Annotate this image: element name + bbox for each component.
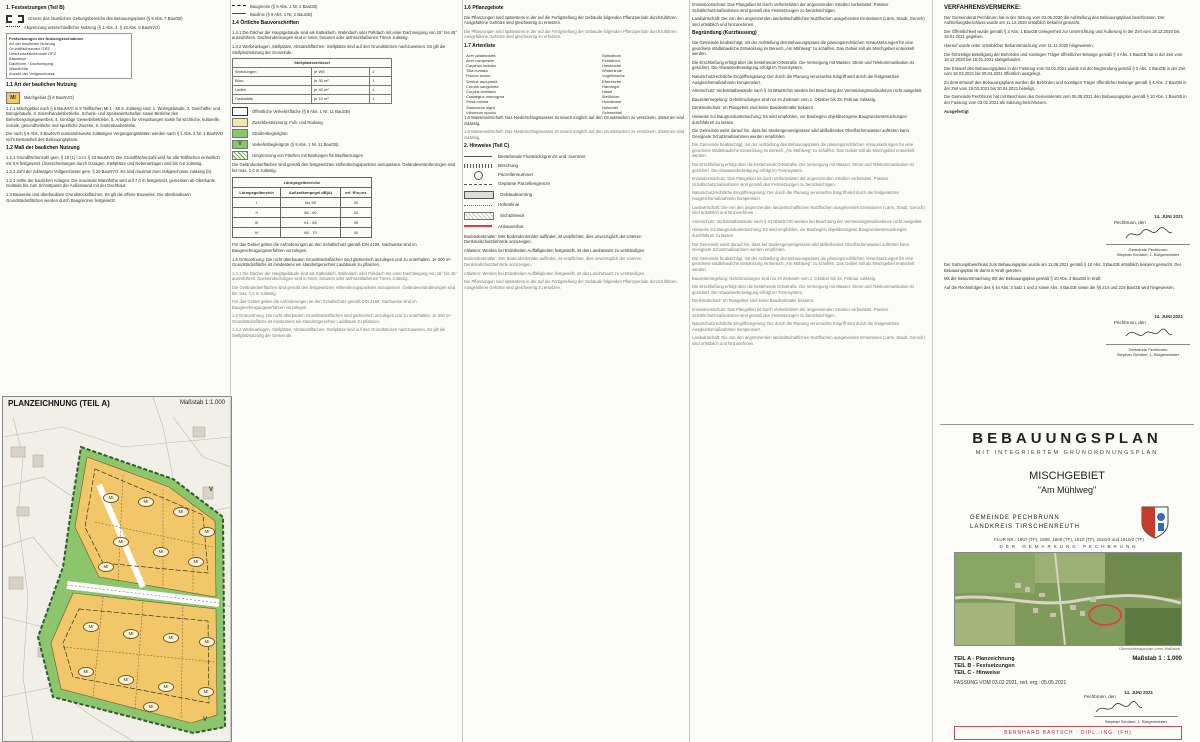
paragraph: Die Gemeinde beabsichtigt, mit der Aufstellung des Bebauungsplans die planungsrechtlichen Voraussetzungen für eine geordnete städtebauliche Entwicklung im Bereich „Am Mühlweg“ zu schaffen. Das Gebiet soll als Mischgebiet entwickelt werden. (692, 39, 915, 57)
paragraph: Bauzeitenregelung: Gehölzrodungen sind nur im Zeitraum vom 1. Oktober bis 28. Februar zulässig. (692, 275, 877, 281)
paragraph: 1.1.1 Mischgebiet nach § 6 BauNVO in 8 Teilflächen MI 1 - MI 8. Zulässig sind: 1. Wohngebäude, 2. Geschäfts- und Bürogebäude, 3. Einzelhandelsbetriebe, Schank- und Speisewirtschaften sowie Betriebe des Beherbergungsgewerbes, 4. sonstige Gewerbebetriebe, 5. Anlagen für Verwaltungen sowie für kirchliche, kulturelle, soziale, gesundheitliche und sportliche Zwecke, 6. Gartenbaubetriebe. (6, 105, 221, 128)
aerial-caption: Übersichtslageplan ohne Maßstab (1119, 646, 1180, 651)
aerial-overview-map (954, 552, 1182, 646)
baulinie-symbol (232, 13, 246, 16)
legend-label: Zweckbestimmung: Fuß- und Radweg (252, 119, 323, 125)
legend-pflanzbindung (232, 151, 460, 160)
scale-label: Maßstab 1 : 1.000 (1132, 656, 1182, 662)
v-symbol: V (232, 140, 248, 149)
verfahrensvermerke-2 (944, 262, 1192, 293)
aerial-image (955, 553, 1181, 645)
festsetzungen-column-3 (464, 2, 686, 740)
baugrenze-symbol (232, 5, 246, 8)
paragraph: Denkmalschutz: Im Plangebiet sind keine Baudenkmäler bekannt. (692, 298, 814, 304)
ort-datum: Pechbrunn, den (1084, 694, 1116, 699)
plant-latin-name: Prunus avium (466, 73, 491, 79)
legend-baugrenze-label: Baugrenze (§ 9 Abs. 1 Nr. 2 BauGB) (250, 4, 318, 9)
plant-latin-name: Sambucus nigra (466, 104, 495, 110)
hinweis-label: Böschung (498, 162, 519, 168)
gemeinde-label: Gemeinde Pechbrunn (1128, 347, 1168, 352)
paragraph: Immissionsschutz: Das Plangebiet ist durch Verkehrslärm der angrenzenden Straßen vorbelastet. Passive Schallschutzmaßnahmen sind gemäß den Festsetzungen zu berücksichtigen. (692, 176, 889, 187)
legend-label: Verkehrsbegleitgrün (§ 9 Abs. 1 Nr. 11 BauGB) (252, 141, 339, 147)
lot-label: MI (188, 557, 204, 567)
lot-label: MI (78, 667, 94, 677)
table-title: Stellplatzschlüssel (233, 59, 392, 68)
paragraph: Die Erschließung erfolgt über die bestehende Ortsstraße. Die Versorgung mit Wasser, Strom und Telekommunikation ist gesichert. Die Abwasserbeseitigung erfolgt im Trennsystem. (692, 59, 914, 71)
signature-scribble (1124, 226, 1174, 242)
legend-mi (6, 92, 224, 104)
legend-baulinie-label: Baulinie (§ 9 Abs. 1 Nr. 2 BauGB) (250, 11, 313, 17)
paragraph: Die Gemeinde beabsichtigt, mit der Aufstellung des Bebauungsplans die planungsrechtlichen Voraussetzungen für eine geordnete städtebauliche Entwicklung im Bereich „Am Mühlweg“ zu schaffen. Das Gebiet soll als Mischgebiet entwickelt werden. (692, 142, 915, 159)
schablone-row: Grundflächenzahl GRZ (9, 46, 50, 52)
column-divider (932, 0, 933, 742)
legend-baugrenze (232, 4, 460, 10)
document-title: BEBAUUNGSPLAN (972, 430, 1162, 447)
heading-festsetzungen: 1. Festsetzungen (Teil B) (6, 5, 65, 11)
road-label: V (203, 717, 208, 723)
table-cell: 30 (340, 208, 371, 218)
paragraph: Die Pflanzungen sind spätestens in der auf die Fertigstellung der Gebäude folgenden Pflanzperiode durchzuführen. Ausgefallene Gehölze sind gleichwertig zu ersetzen. (464, 14, 678, 26)
paragraph: Der Entwurf des Bebauungsplans in der Fassung vom 03.02.2021 wurde mit der Begründung gemäß § 3 Abs. 2 BauGB in der Zeit vom 18.03.2021 bis 20.04.2021 öffentlich ausgelegt. (944, 65, 1186, 77)
planning-office-logo: BERNHARD BARTSCH · DIPL.-ING. (FH) (954, 726, 1182, 740)
hinweis-row (464, 163, 686, 169)
paragraph: Die Gemeinde weist darauf hin, dass bei Starkregenereignissen wild abfließendes Oberflächenwasser auftreten kann. Geeignete Schutzmaßnahmen werden empfohlen. (692, 128, 911, 139)
paragraph: Naturschutzrechtliche Eingriffsregelung: Der durch die Planung verursachte Eingriff wird durch die festgesetzten Ausgleichsmaßnahmen kompensiert. (692, 73, 900, 85)
gemeinde-name: GEMEINDE PECHBRUNN (970, 515, 1060, 521)
table-row (233, 68, 392, 77)
legend-grenze-label: Grenze des räumlichen Geltungsbereichs des Bebauungsplans (§ 9 Abs. 7 BauGB) (28, 15, 183, 21)
plant-latin-name: Tilia cordata (466, 68, 488, 74)
legend-mi-label: Mischgebiet (§ 6 BauNVO) (24, 94, 74, 100)
plant-latin-name: Crataegus monogyna (466, 94, 505, 100)
table-cell: 1 (370, 77, 392, 86)
plant-latin-name: Carpinus betulus (466, 62, 497, 68)
table-row (233, 86, 392, 95)
laermpegel-table (232, 177, 372, 238)
abgrenzung-symbol (6, 26, 20, 29)
paragraph: Bauzeitenregelung: Gehölzrodungen sind nur im Zeitraum vom 1. Oktober bis 28. Februar zulässig. (692, 96, 877, 102)
hinweis-row (464, 181, 686, 188)
separator (940, 424, 1194, 425)
paragraph: Die frühzeitige Beteiligung der Behörden und sonstigen Träger öffentlicher Belange gemäß § 4 Abs. 1 BauGB hat in der Zeit vom 18.12.2020 bis 18.01.2021 stattgefunden. (944, 51, 1183, 63)
paragraph: 1.4.2 Werbeanlagen, Stellplätze, Abstandsflächen: Stellplätze sind auf den Grundstücken nachzuweisen. Es gilt die Stellplatzsatzung der Gemeinde. (232, 43, 446, 55)
table-cell: III (233, 218, 281, 228)
paragraph: Die Geländeoberflächen sind gemäß den festgesetzten Höhenbezugspunkten anzupassen. Geländeveränderungen sind bis max. 1,0 m zulässig. (232, 284, 456, 296)
legend-oeffentliche-verkehrsflaeche (232, 107, 460, 116)
area-type: MISCHGEBIET (1029, 470, 1105, 482)
paragraph: Immissionsschutz: Das Plangebiet ist durch Verkehrslärm der angrenzenden Straßen vorbelastet. Passive Schallschutzmaßnahmen sind gemäß den Festsetzungen zu berücksichtigen. (692, 306, 889, 318)
plant-common-name: Hasel (602, 88, 613, 94)
hinweis-label: Parzellennummer (498, 171, 534, 177)
paragraph: Naturschutzrechtliche Eingriffsregelung: Der durch die Planung verursachte Eingriff wird durch die festgesetzten Ausgleichsmaßnahmen kompensiert. (692, 321, 900, 332)
table-header: Außenlärmpegel dB(A) (281, 188, 341, 198)
table-cell: 61 - 65 (281, 218, 341, 228)
table-cell: 35 (340, 218, 371, 228)
table-cell: Gaststätte (233, 95, 312, 104)
schablone-row: Dachform / Dachneigung (9, 61, 54, 67)
plant-common-name: Hundsrose (602, 99, 622, 105)
plant-common-name: Winterlinde (602, 68, 623, 74)
paragraph: Landwirtschaft: Die von den angrenzenden landwirtschaftlichen Nutzflächen ausgehenden Emissionen (Lärm, Staub, Geruch) sind ortsüblich und hinzunehmen. (692, 204, 925, 216)
lot-label: MI (118, 675, 134, 685)
paragraph: Altlasten: Werden bei Erdarbeiten Auffälligkeiten festgestellt, ist das Landratsamt zu verständigen. (464, 247, 646, 253)
hinweis-label: Anbauverbot (498, 223, 524, 229)
table-cell: 1 (370, 86, 392, 95)
plan-part: TEIL B - Festsetzungen (954, 663, 1015, 669)
table-row (233, 198, 372, 208)
table-cell: IV (233, 228, 281, 238)
table-row (233, 218, 372, 228)
hinweis-label: Höhenlinie (498, 202, 520, 208)
lot-label: MI (138, 497, 154, 507)
paragraph: Immissionsschutz: Das Plangebiet ist durch Verkehrslärm der angrenzenden Straßen vorbelastet. Passive Schallschutzmaßnahmen sind gemäß den Festsetzungen zu berücksichtigen. (692, 2, 889, 13)
schablone-row: Wandhöhe (9, 66, 29, 72)
mi-symbol: MI (6, 92, 20, 104)
paragraph: Hinweise zur Baugrunduntersuchung: Es wird empfohlen, vor Baubeginn objektbezogene Baugrunduntersuchungen durchführen zu lassen. (692, 227, 907, 238)
plant-latin-name: Rosa canina (466, 99, 489, 105)
paragraph: Die Erschließung erfolgt über die bestehende Ortsstraße. Die Versorgung mit Wasser, Strom und Telekommunikation ist gesichert. Die Abwasserbeseitigung erfolgt im Trennsystem. (692, 162, 914, 173)
table-cell: Laden (233, 86, 312, 95)
signature-scribble (1094, 700, 1144, 716)
lot-label: MI (158, 682, 174, 692)
plant-list-table (464, 53, 686, 115)
landkreis-name: LANDKREIS TIRSCHENREUTH (970, 524, 1080, 530)
paragraph: 1.2.1 Grundflächenzahl gem. § 19 (1) i.V.m. § 23 BauNVO: Die Grundflächenzahl wird für alle Teilflächen einheitlich mit 0,6 festgesetzt. Überschreitungen durch Garagen, Stellplätze und Nebenanlagen sind bis 0,8 zulässig. (6, 154, 220, 166)
table-header: Lärmpegelbereich (233, 188, 281, 198)
hinweis-row (464, 202, 686, 209)
plant-common-name: Spitzahorn (602, 52, 622, 58)
sichtdreieck-symbol (464, 212, 494, 220)
ort-datum: Pechbrunn, den (1114, 320, 1146, 325)
paragraph: 1.4.2 Werbeanlagen, Stellplätze, Abstandsflächen: Stellplätze sind auf den Grundstücken nachzuweisen. Es gilt die Stellplatzsatzung der Gemeinde. (232, 327, 446, 339)
document-subtitle: MIT INTEGRIERTEM GRÜNORDNUNGSPLAN (975, 450, 1159, 456)
table-cell: Büro (233, 77, 312, 86)
signer-label: Stephan Schübel, 1. Bürgermeister (1104, 719, 1168, 724)
signature-line (1106, 244, 1190, 257)
paragraph: Mit der Bekanntmachung tritt der Bebauungsplan gemäß § 10 Abs. 3 BauGB in Kraft. (944, 276, 1102, 282)
pflanzbindung-symbol (232, 151, 248, 160)
lot-label: MI (143, 702, 159, 712)
gemarkung: DER GEMARKUNG PECHBRUNN (999, 544, 1139, 549)
lot-label: MI (199, 527, 215, 537)
table-cell: je 30 m² (312, 77, 370, 86)
paragraph: 1.8 Wasserwirtschaft: Das Niederschlagswasser ist soweit möglich auf den Grundstücken zu versickern. Zisternen sind zulässig. (464, 115, 685, 126)
hinweis-row (464, 153, 686, 160)
lot-label: MI (103, 493, 119, 503)
lot-label: MI (153, 547, 169, 557)
table-cell: 40 (340, 228, 371, 238)
paragraph: Artenschutz: Verbotstatbestände nach § 44 BNatSchG werden bei Beachtung der Vermeidungsmaßnahmen nicht ausgelöst. (692, 88, 923, 94)
table-row (233, 77, 392, 86)
plant-latin-name: Corylus avellana (466, 88, 496, 94)
coat-of-arms-icon (1140, 505, 1170, 539)
fussweg-symbol (232, 118, 248, 127)
paragraph: 1.8 Wasserwirtschaft: Das Niederschlagswasser ist soweit möglich auf den Grundstücken zu versickern. Zisternen sind zulässig. (464, 129, 685, 140)
schablone-row: Bauweise (9, 56, 27, 62)
verfahrensvermerke (944, 6, 1192, 118)
paragraph: Zu dem Entwurf des Bebauungsplans wurden die Behörden und sonstigen Träger öffentlicher Belange gemäß § 4 Abs. 2 BauGB in der Zeit vom 18.03.2021 bis 20.04.2021 beteiligt. (944, 79, 1187, 91)
heading-begruendung: Begründung (Kurzfassung) (692, 30, 757, 37)
plant-latin-name: Sorbus aucuparia (466, 78, 498, 84)
area-name: "Am Mühlweg" (1037, 485, 1097, 495)
date-stamp: 14. JUNI 2021 (1124, 690, 1154, 695)
lot-label: MI (198, 687, 214, 697)
plant-latin-name: Acer platanoides (466, 52, 496, 58)
festsetzungen-column (6, 2, 224, 396)
table-header: erf. R'w,res (340, 188, 371, 198)
table-cell: 2 (370, 68, 392, 77)
paragraph: 1.5 Grünordnung: Die nicht überbauten Grundstücksflächen sind gärtnerisch anzulegen und zu unterhalten. Je 300 m² Grundstücksfläche ist mindestens ein standortgerechter Laubbaum zu pflanzen. (232, 256, 451, 268)
table-cell: Wohnungen (233, 68, 312, 77)
hinweis-label: Geplante Parzellengrenze (498, 181, 551, 187)
signer-label: Stephan Schübel, 1. Bürgermeister (1116, 352, 1180, 357)
lot-label: MI (83, 622, 99, 632)
legend-baulinie (232, 12, 460, 18)
hinweis-row (464, 212, 686, 220)
table-cell: je WE (312, 68, 370, 77)
plant-latin-name: Acer campestre (466, 57, 495, 63)
heading-mass: 1.2 Maß der baulichen Nutzung (6, 145, 80, 152)
paragraph: Die nach § 6 Abs. 3 BauNVO ausnahmsweise zulässigen Vergnügungsstätten werden nach § 1 Abs. 6 Nr. 1 BauNVO nicht Bestandteil des Bebauungsplans. (6, 131, 224, 142)
paragraph: 1.4.1 Die Dächer der Hauptgebäude sind als Satteldach, Walmdach oder Pultdach mit einer Dachneigung von 15° bis 45° auszuführen. Dacheindeckungen sind in roten, braunen oder anthrazitfarbenen Tönen zulässig. (232, 29, 458, 41)
road-symbol (232, 107, 248, 116)
column-divider (230, 0, 231, 742)
plan-scale: Maßstab 1:1.000 (179, 400, 225, 406)
hinweis-row (464, 191, 686, 199)
hoehenlinie-symbol (464, 205, 492, 212)
legend-strassenbegleitgruen (232, 129, 460, 138)
schablone-row: Anzahl der Vollgeschosse (9, 71, 55, 77)
paragraph: Die Geländeoberflächen sind gemäß den festgesetzten Höhenbezugspunkten anzupassen. Geländeveränderungen sind bis max. 1,0 m zulässig. (232, 162, 456, 173)
plan-drawing (3, 397, 231, 741)
parzellengrenze-symbol (464, 184, 492, 191)
lot-label: MI (98, 562, 114, 572)
legend-label: Öffentliche Verkehrsfläche (§ 9 Abs. 1 Nr. 11 BauGB) (252, 108, 351, 114)
lot-label: MI (173, 507, 189, 517)
hinweise-legend (464, 153, 686, 231)
lot-label: MI (163, 633, 179, 643)
ausgefertigt-label: Ausgefertigt (944, 109, 969, 115)
legend-abgrenzung (6, 25, 224, 31)
signature-scribble (1124, 326, 1174, 342)
ort-datum: Pechbrunn, den (1114, 220, 1146, 225)
table-row (233, 95, 392, 104)
paragraph: Die Pflanzungen sind spätestens in der auf die Fertigstellung der Gebäude folgenden Pflanzperiode durchzuführen. Ausgefallene Gehölze sind gleichwertig zu ersetzen. (464, 279, 678, 290)
paragraph: Naturschutzrechtliche Eingriffsregelung: Der durch die Planung verursachte Eingriff wird durch die festgesetzten Ausgleichsmaßnahmen kompensiert. (692, 190, 900, 202)
table-cell: bis 55 (281, 198, 341, 208)
paragraph: 1.3 Bauweise und überbaubare Grundstücksflächen: Es gilt die offene Bauweise. Die überbaubaren Grundstücksflächen werden durch Baugrenzen festgesetzt. (6, 191, 191, 203)
paragraph: Bodendenkmäler: Wer Bodendenkmäler auffindet, ist verpflichtet, dies unverzüglich der Unteren Denkmalschutzbehörde anzuzeigen. (464, 233, 642, 245)
table-cell: 30 (340, 198, 371, 208)
hinweise-column (692, 2, 928, 740)
nutzungsschablone-title: Festsetzungen der Nutzungsschablone (9, 36, 84, 42)
plant-common-name: Weißdorn (602, 94, 620, 100)
heading-pflanzgebote: 1.6 Pflanzgebote (464, 5, 504, 11)
table-cell: je 10 m² (312, 95, 370, 104)
parzelle-symbol (464, 172, 492, 178)
schablone-row: Art der baulichen Nutzung (9, 41, 56, 47)
legend-verkehrsgruen (232, 140, 460, 149)
boeschung-symbol (464, 164, 492, 168)
plan-parts (954, 656, 1015, 677)
signature-line (1106, 344, 1190, 357)
title-block-panel (934, 0, 1200, 742)
legend-label: Umgrenzung von Flächen mit Bindungen für Bepflanzungen (252, 152, 364, 158)
paragraph: Altlasten: Werden bei Erdarbeiten Auffälligkeiten festgestellt, ist das Landratsamt zu verständigen. (464, 270, 646, 276)
hinweis-row (464, 172, 686, 178)
hinweis-label: Bestehende Flurstücksgrenze und -nummer (498, 153, 586, 159)
paragraph: Die Gemeinde Pechbrunn hat mit Beschluss des Gemeinderats vom 05.05.2021 den Bebauungsplan gemäß § 10 Abs. 1 BauGB in der Fassung vom 03.02.2021 als Satzung beschlossen. (944, 94, 1187, 105)
heading-gestaltung: 1.4 Örtliche Bauvorschriften (232, 20, 299, 27)
paragraph: Landwirtschaft: Die von den angrenzenden landwirtschaftlichen Nutzflächen ausgehenden Emissionen (Lärm, Staub, Geruch) sind ortsüblich und hinzunehmen. (692, 16, 925, 27)
paragraph: Bodendenkmäler: Wer Bodendenkmäler auffindet, ist verpflichtet, dies unverzüglich der Unteren Denkmalschutzbehörde anzuzeigen. (464, 256, 642, 267)
legend-label: Straßenbegleitgrün (252, 130, 288, 136)
plant-common-name: Hartriegel (602, 83, 620, 89)
paragraph: 1.5 Grünordnung: Die nicht überbauten Grundstücksflächen sind gärtnerisch anzulegen und zu unterhalten. Je 300 m² Grundstücksfläche ist mindestens ein standortgerechter Laubbaum zu pflanzen. (232, 313, 451, 324)
paragraph: Auf die Rechtsfolgen des § 44 Abs. 3 Satz 1 und 2 sowie Abs. 4 BauGB sowie die §§ 214 und 215 BauGB wird hingewiesen. (944, 284, 1175, 290)
stellplatz-table (232, 58, 392, 104)
table-cell: 66 - 70 (281, 228, 341, 238)
gemeinde-label: Gemeinde Pechbrunn (1128, 247, 1168, 252)
column-divider (689, 0, 690, 742)
paragraph: 1.2.3 Höhe der baulichen Anlagen: Die maximale Wandhöhe wird auf 7,0 m festgesetzt, gemessen ab Oberkante Gelände bis zum Schnittpunkt der Außenwand mit der Dachhaut. (6, 177, 216, 189)
lot-label: MI (113, 537, 129, 547)
column-divider (462, 0, 463, 742)
table-cell: 1 (370, 95, 392, 104)
paragraph: Die Gemeinde beabsichtigt, mit der Aufstellung des Bebauungsplans die planungsrechtlichen Voraussetzungen für eine geordnete städtebauliche Entwicklung im Bereich „Am Mühlweg“ zu schaffen. Das Gebiet soll als Mischgebiet entwickelt werden. (692, 255, 915, 272)
paragraph: Der Satzungsbeschluss zum Bebauungsplan wurde am 11.06.2021 gemäß § 10 Abs. 3 BauGB ortsüblich bekannt gemacht. Der Bebauungsplan ist damit in Kraft getreten. (944, 262, 1182, 273)
heading-art: 1.1 Art der baulichen Nutzung (6, 82, 77, 89)
paragraph: Hierauf wurde unter ortsüblicher Bekanntmachung vom 11.12.2020 hingewiesen. (944, 42, 1094, 48)
festsetzungen-column-2 (232, 2, 460, 740)
paragraph: Der Gemeinderat Pechbrunn hat in der Sitzung vom 03.06.2020 die Aufstellung des Bebauungsplans beschlossen. Der Aufstellungsbeschluss wurde am 11.12.2020 ortsüblich bekannt gemacht. (944, 14, 1165, 26)
table-cell: I (233, 198, 281, 208)
paragraph: Die Erschließung erfolgt über die bestehende Ortsstraße. Die Versorgung mit Wasser, Strom und Telekommunikation ist gesichert. Die Abwasserbeseitigung erfolgt im Trennsystem. (692, 284, 914, 295)
legend-abgrenzung-label: Abgrenzung unterschiedlicher Nutzung (§ 1 Abs. 4, § 16 Abs. 5 BauNVO) (24, 24, 160, 30)
green-symbol (232, 129, 248, 138)
nutzungsschablone (6, 33, 132, 79)
table-row (233, 208, 372, 218)
table-cell: II (233, 208, 281, 218)
table-row (233, 228, 372, 238)
paragraph: Denkmalschutz: Im Plangebiet sind keine Baudenkmäler bekannt. (692, 105, 814, 111)
fassung-label: FASSUNG VOM 03.02.2021, red. erg.: 05.05.2021 (954, 680, 1067, 686)
flur-numbers: FLUR NR.: 1807 (TF), 1808, 1809 (TF), 1810 (TF), 1810/3 und 1810/2 (TF) (994, 537, 1144, 542)
hinweis-label: Gebäudeumring (500, 191, 533, 197)
paragraph: Der Öffentlichkeit wurde gemäß § 3 Abs. 1 BauGB Gelegenheit zur Unterrichtung und Äußerung in der Zeit vom 18.12.2020 bis 18.01.2021 gegeben. (944, 28, 1180, 40)
table-title: Lärmpegelbereiche (233, 178, 372, 188)
table-cell: 56 - 60 (281, 208, 341, 218)
plant-latin-name: Cornus sanguinea (466, 83, 499, 89)
paragraph: Die Pflanzungen sind spätestens in der auf die Fertigstellung der Gebäude folgenden Pflanzperiode durchzuführen. Ausgefallene Gehölze sind gleichwertig zu ersetzen. (464, 28, 678, 40)
schablone-row: Geschossflächenzahl GFZ (9, 51, 57, 57)
heading-artenliste: 1.7 Artenliste (464, 42, 496, 49)
hinweis-row (464, 223, 686, 231)
paragraph: 1.2.2 Zahl der zulässigen Vollgeschosse gem. § 20 BauNVO: Es sind maximal zwei Vollgeschosse zulässig (II). (6, 169, 213, 175)
plant-common-name: Feldahorn (602, 57, 621, 63)
plant-common-name: Holunder (602, 104, 619, 110)
signature-line (1094, 716, 1178, 724)
plan-title: PLANZEICHNUNG (TEIL A) (8, 399, 110, 408)
plant-common-name: Hainbuche (602, 62, 622, 68)
plan-part: TEIL C - Hinweise (954, 670, 1001, 676)
verfahrensvermerke-title: VERFAHRENSVERMERKE: (944, 5, 1022, 11)
date-stamp: 14. JUNI 2021 (1154, 314, 1184, 319)
plant-common-name: Eberesche (602, 78, 622, 84)
flurstueck-symbol (464, 156, 492, 163)
legend-grenze (6, 15, 224, 23)
boundary-symbol (6, 15, 24, 23)
date-stamp: 14. JUNI 2021 (1154, 214, 1184, 219)
plant-common-name: Vogelkirsche (602, 73, 625, 79)
plant-common-name: Schneeball (602, 109, 622, 115)
paragraph: Für das Gebiet gelten die Anforderungen an den Schallschutz gemäß DIN 4109. Nachweise sind im Baugenehmigungsverfahren vorzulegen. (232, 299, 417, 310)
legend-fussweg (232, 118, 460, 127)
paragraph: 1.4.1 Die Dächer der Hauptgebäude sind als Satteldach, Walmdach oder Pultdach mit einer Dachneigung von 15° bis 45° auszuführen. Dacheindeckungen sind in roten, braunen oder anthrazitfarbenen Tönen zulässig. (232, 270, 458, 282)
anbauverbot-symbol (464, 225, 492, 233)
hinweis-label: Sichtdreieck (500, 212, 525, 218)
road-label: V (209, 487, 214, 493)
planzeichnung (2, 396, 232, 742)
lot-label: MI (123, 629, 139, 639)
paragraph: Artenschutz: Verbotstatbestände nach § 44 BNatSchG werden bei Beachtung der Vermeidungsmaßnahmen nicht ausgelöst. (692, 218, 923, 224)
plant-latin-name: Viburnum opulus (466, 109, 496, 115)
heading-hinweise: 2. Hinweise (Teil C) (464, 143, 510, 150)
paragraph: Für das Gebiet gelten die Anforderungen an den Schallschutz gemäß DIN 4109. Nachweise sind im Baugenehmigungsverfahren vorzulegen. (232, 242, 417, 253)
plan-part: TEIL A - Planzeichnung (954, 656, 1015, 662)
table-header-row (233, 188, 372, 198)
paragraph: Die Gemeinde weist darauf hin, dass bei Starkregenereignissen wild abfließendes Oberflächenwasser auftreten kann. Geeignete Schutzmaßnahmen werden empfohlen. (692, 241, 911, 253)
paragraph: Hinweise zur Baugrunduntersuchung: Es wird empfohlen, vor Baubeginn objektbezogene Baugrunduntersuchungen durchführen zu lassen. (692, 113, 907, 125)
lot-label: MI (199, 637, 215, 647)
paragraph: Landwirtschaft: Die von den angrenzenden landwirtschaftlichen Nutzflächen ausgehenden Emissionen (Lärm, Staub, Geruch) sind ortsüblich und hinzunehmen. (692, 335, 925, 346)
signer-label: Stephan Schübel, 1. Bürgermeister (1116, 252, 1180, 257)
table-cell: je 40 m² (312, 86, 370, 95)
gebaeude-symbol (464, 191, 494, 199)
